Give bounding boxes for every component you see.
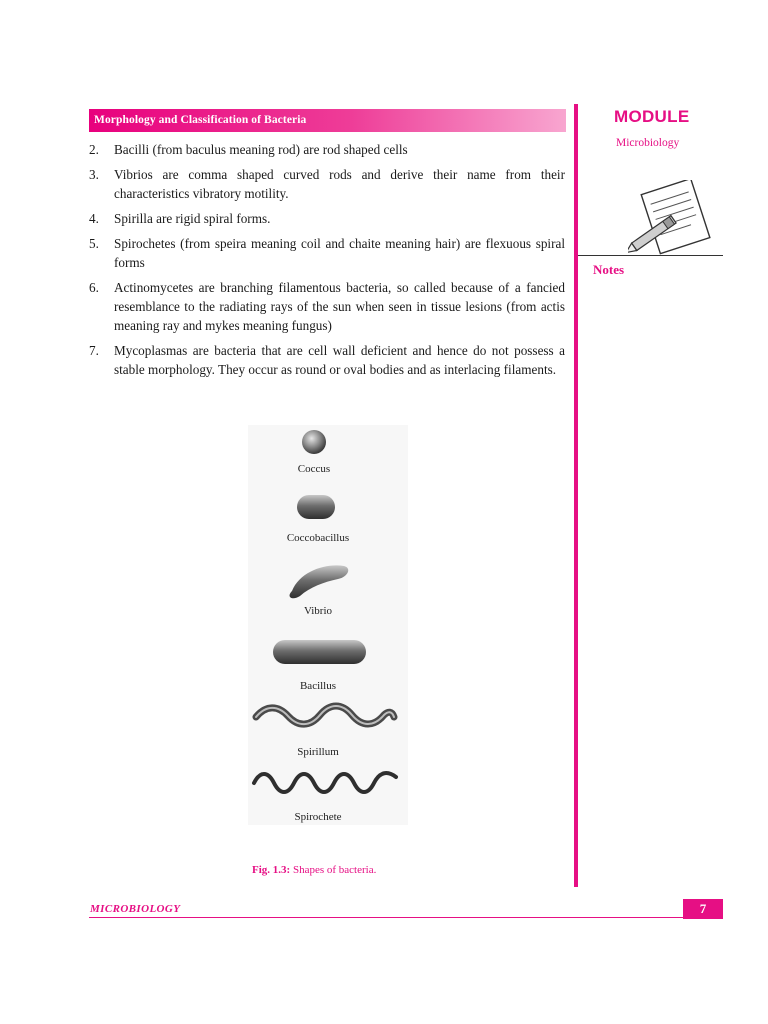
module-subject: Microbiology — [616, 137, 680, 149]
list-item: 4. Spirilla are rigid spiral forms. — [89, 211, 271, 226]
label-coccus: Coccus — [297, 463, 331, 475]
notepad-pencil-icon — [628, 180, 714, 260]
bacillus-shape — [273, 640, 366, 664]
section-title-bar — [89, 109, 566, 132]
page-number: 7 — [683, 899, 723, 919]
coccus-shape — [302, 430, 326, 454]
section-title: Morphology and Classification of Bacteria — [94, 114, 307, 126]
list-item: 7. Mycoplasmas are bacteria that are cell wall deficient and hence do not possess a stable morphology. They occur as round or oval bodies and as interlacing filaments. — [89, 343, 565, 377]
list-item: 3. Vibrios are comma shaped curved rods and derive their name from their characteristics vibratory motility. — [89, 167, 565, 201]
vibrio-shape — [290, 565, 349, 598]
bacteria-shapes-list — [89, 140, 565, 385]
label-vibrio: Vibrio — [303, 605, 333, 617]
caption-prefix: Fig. 1.3: — [252, 864, 291, 876]
figure-caption — [252, 864, 376, 876]
list-item: 2. Bacilli (from baculus meaning rod) are rod shaped cells — [89, 142, 408, 157]
module-title: MODULE — [614, 107, 690, 126]
margin-divider — [574, 104, 578, 887]
list-item: 6. Actinomycetes are branching filamentous bacteria, so called because of a fancied resemblance to the radiating rays of the sun when seen in tissue lesions (from actis meaning ray and mykes meaning fungus) — [89, 280, 565, 333]
footer-rule — [89, 917, 723, 918]
coccobacillus-shape — [297, 495, 335, 519]
footer-book-title: MICROBIOLOGY — [90, 903, 181, 915]
spirochete-shape — [254, 773, 396, 792]
bacteria-shapes-figure — [248, 425, 408, 825]
label-coccobacillus: Coccobacillus — [286, 532, 350, 544]
caption-text: Shapes of bacteria. — [292, 864, 377, 876]
label-spirillum: Spirillum — [297, 746, 339, 758]
label-bacillus: Bacillus — [299, 680, 337, 692]
notes-rule — [578, 255, 723, 256]
label-spirochete: Spirochete — [294, 811, 342, 823]
list-item: 5. Spirochetes (from speira meaning coil and chaite meaning hair) are flexuous spiral forms — [89, 236, 565, 270]
notes-label: Notes — [593, 262, 625, 277]
